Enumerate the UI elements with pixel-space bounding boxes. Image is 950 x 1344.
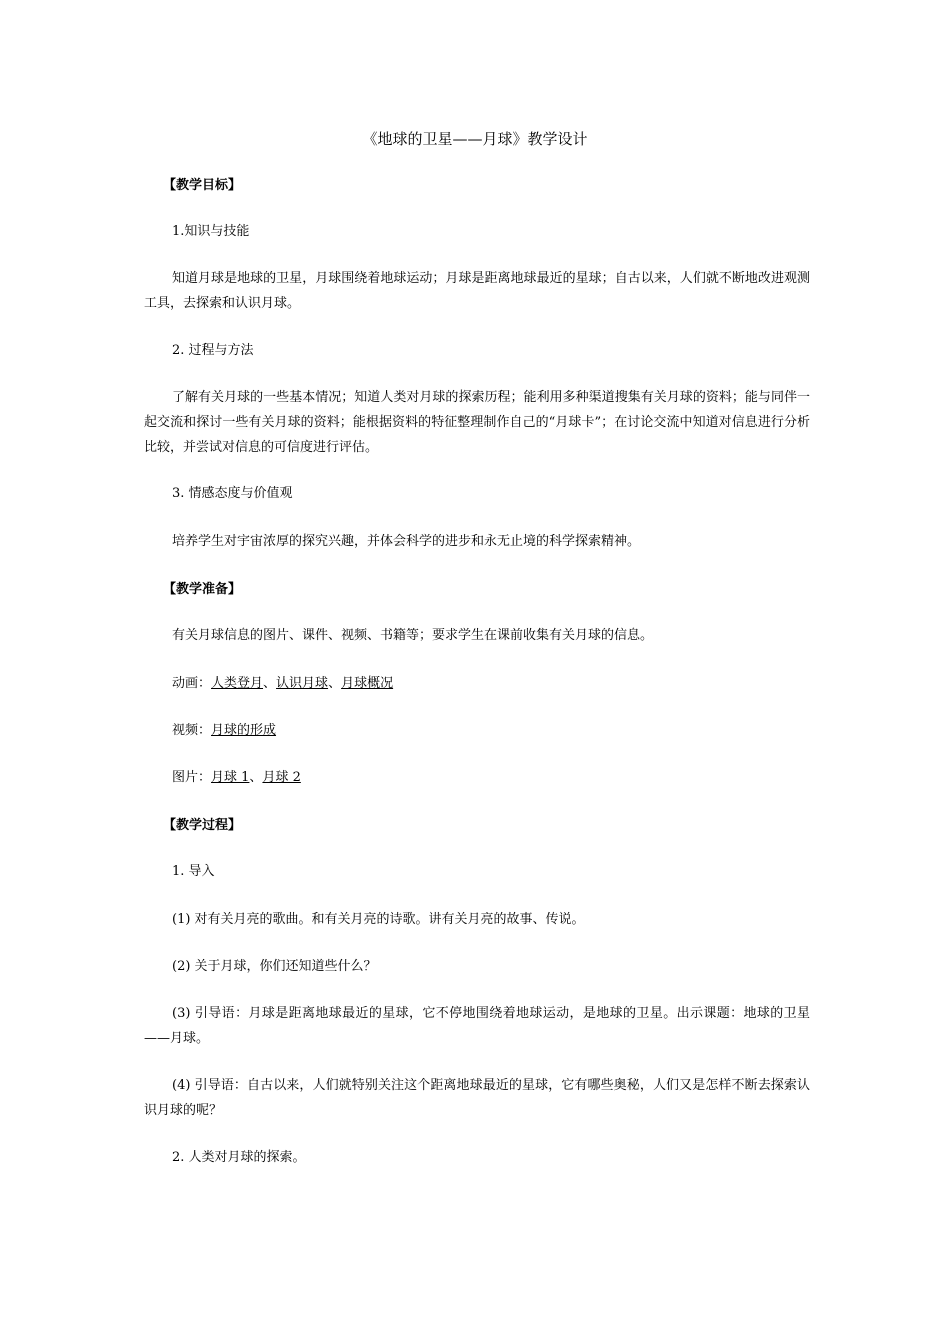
step-1-item-2: (2) 关于月球，你们还知道些什么？ bbox=[172, 959, 377, 974]
objective-2-title: 2. 过程与方法 bbox=[172, 343, 254, 358]
objective-1-text: 知道月球是地球的卫星，月球围绕着地球运动；月球是距离地球最近的星球；自古以来，人们就不断地改进观测工具，去探索和认识月球。 bbox=[144, 271, 810, 311]
document-title: 《地球的卫星——月球》教学设计 bbox=[362, 130, 588, 148]
animation-label: 动画： bbox=[172, 676, 212, 691]
link-know-the-moon[interactable]: 认识月球 bbox=[276, 676, 329, 691]
objective-3-title: 3. 情感态度与价值观 bbox=[172, 486, 293, 501]
separator: 、 bbox=[249, 770, 263, 785]
section-heading-preparation: 【教学准备】 bbox=[163, 582, 242, 597]
step-1-item-3: (3) 引导语：月球是距离地球最近的星球，它不停地围绕着地球运动，是地球的卫星。出示课题：地球的卫星——月球。 bbox=[144, 1006, 810, 1046]
objective-1-title: 1.知识与技能 bbox=[172, 224, 250, 239]
image-row bbox=[172, 768, 838, 788]
link-moon-1[interactable]: 月球 1 bbox=[211, 770, 250, 785]
video-label: 视频： bbox=[172, 723, 212, 738]
link-human-moon-landing[interactable]: 人类登月 bbox=[211, 676, 264, 691]
link-moon-formation[interactable]: 月球的形成 bbox=[211, 723, 277, 738]
image-label: 图片： bbox=[172, 770, 212, 785]
objective-3-text: 培养学生对宇宙浓厚的探究兴趣，并体会科学的进步和永无止境的科学探索精神。 bbox=[172, 534, 641, 549]
step-1-item-4: (4) 引导语：自古以来，人们就特别关注这个距离地球最近的星球，它有哪些奥秘，人们又是怎样不断去探索认识月球的呢？ bbox=[144, 1078, 810, 1118]
animation-row bbox=[172, 674, 838, 694]
separator: 、 bbox=[263, 676, 277, 691]
objective-2-text: 了解有关月球的一些基本情况；知道人类对月球的探索历程；能利用多种渠道搜集有关月球的资料；能与同伴一起交流和探讨一些有关月球的资料；能根据资料的特征整理制作自己的“月球卡”；在讨论交流中知道对信息进行分析比较，并尝试对信息的可信度进行评估。 bbox=[144, 390, 810, 455]
separator: 、 bbox=[328, 676, 342, 691]
step-2-title: 2. 人类对月球的探索。 bbox=[172, 1150, 306, 1165]
link-moon-overview[interactable]: 月球概况 bbox=[341, 676, 394, 691]
step-1-item-1: (1) 对有关月亮的歌曲。和有关月亮的诗歌。讲有关月亮的故事、传说。 bbox=[172, 912, 585, 927]
video-row bbox=[172, 721, 838, 741]
preparation-text: 有关月球信息的图片、课件、视频、书籍等；要求学生在课前收集有关月球的信息。 bbox=[172, 628, 654, 643]
section-heading-objectives: 【教学目标】 bbox=[163, 178, 242, 193]
section-heading-process: 【教学过程】 bbox=[163, 818, 242, 833]
step-1-title: 1. 导入 bbox=[172, 864, 215, 879]
link-moon-2[interactable]: 月球 2 bbox=[262, 770, 301, 785]
